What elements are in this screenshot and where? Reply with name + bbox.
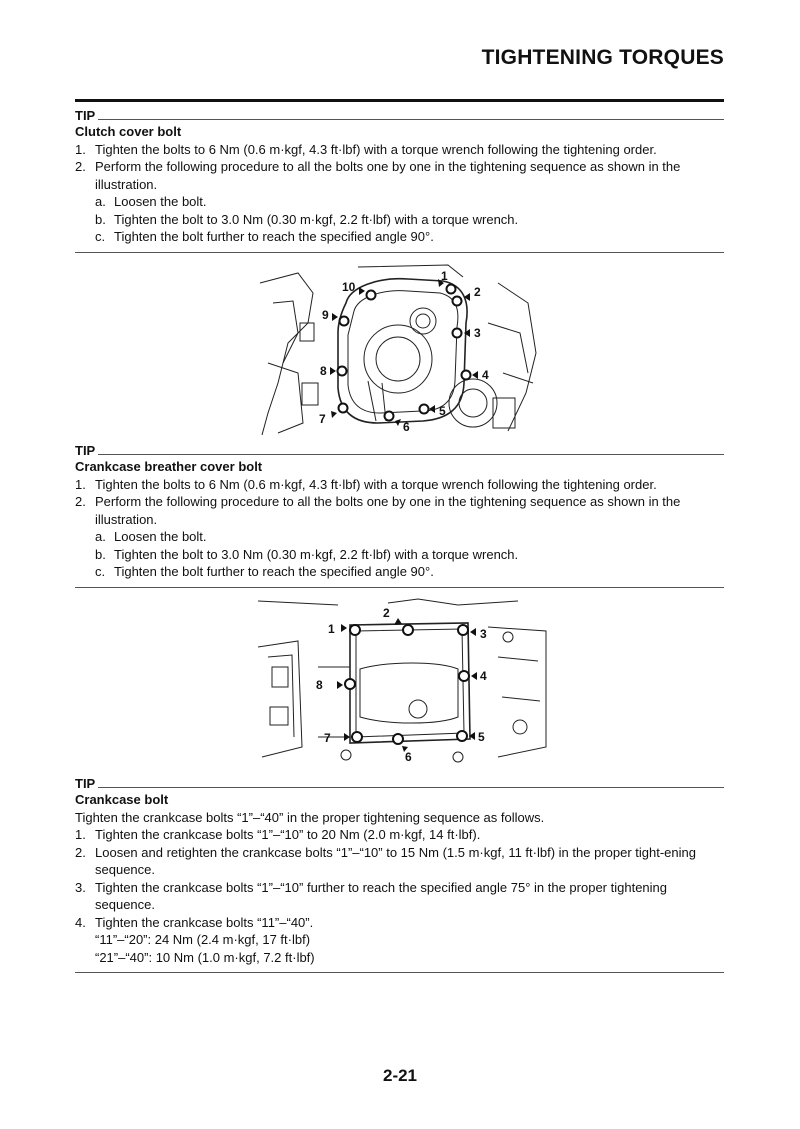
callout-10: 10 — [342, 280, 356, 294]
step-text: Tighten the crankcase bolts “11”–“40”. — [95, 914, 314, 930]
substep-text: Tighten the bolt to 3.0 Nm (0.30 m·kgf, 2.2 ft·lbf) with a torque wrench. — [114, 211, 519, 227]
tip-rule — [98, 787, 724, 788]
step-item — [75, 826, 724, 844]
tip-subtitle: Crankcase bolt — [75, 792, 169, 807]
substep-item — [75, 211, 724, 229]
substep-letter: c. — [95, 229, 106, 244]
tip-rule — [98, 119, 724, 120]
clutch-cover-illustration — [258, 263, 540, 439]
step-text: Loosen and retighten the crankcase bolts “1”–“10” to 15 Nm (1.5 m·kgf, 11 ft·lbf) in the proper tight-ening sequence. — [95, 844, 696, 877]
step-number: 1. — [75, 476, 86, 492]
step-text: Tighten the bolts to 6 Nm (0.6 m·kgf, 4.3 ft·lbf) with a torque wrench following the tightening order. — [95, 476, 657, 492]
substep-text: Tighten the bolt further to reach the specified angle 90°. — [114, 229, 434, 244]
step-number: 4. — [75, 914, 86, 930]
substep-letter: b. — [95, 211, 106, 227]
step-number: 1. — [75, 827, 86, 842]
tip-subtitle: Clutch cover bolt — [75, 124, 182, 139]
step-item — [75, 914, 724, 932]
tip-rule — [98, 454, 724, 455]
substep-letter: b. — [95, 546, 106, 562]
page-number: 2-21 — [382, 1066, 418, 1085]
substep-letter: a. — [95, 194, 106, 209]
substep-text: Loosen the bolt. — [114, 529, 207, 544]
step-item — [75, 141, 724, 159]
step-item — [75, 476, 724, 494]
callout-1: 1 — [328, 622, 335, 636]
substep-text: Tighten the bolt further to reach the specified angle 90°. — [114, 564, 434, 579]
callout-7: 7 — [324, 731, 331, 745]
breather-cover-illustration — [258, 597, 548, 767]
callout-6: 6 — [403, 420, 410, 434]
tip-label: TIP — [75, 776, 96, 791]
step-item — [75, 844, 724, 879]
callout-2: 2 — [474, 285, 481, 299]
step-item — [75, 493, 724, 528]
callout-3: 3 — [480, 627, 487, 641]
step-text: Perform the following procedure to all the bolts one by one in the tightening sequence as shown in the illustration. — [95, 494, 681, 527]
step-text: Tighten the bolts to 6 Nm (0.6 m·kgf, 4.3 ft·lbf) with a torque wrench following the tightening order. — [95, 141, 657, 157]
tip-end-rule — [75, 972, 724, 973]
torque-value-line: “11”–“20”: 24 Nm (2.4 m·kgf, 17 ft·lbf) — [95, 932, 311, 947]
tip-header — [75, 107, 724, 123]
tip-header — [75, 775, 724, 791]
step-number: 2. — [75, 159, 86, 174]
step-text: Tighten the crankcase bolts “1”–“10” further to reach the specified angle 75° in the proper tightening sequence. — [95, 879, 667, 912]
step-number: 2. — [75, 844, 86, 860]
callout-5: 5 — [439, 404, 446, 418]
substep-item — [75, 563, 724, 581]
callout-4: 4 — [482, 368, 489, 382]
callout-4: 4 — [480, 669, 487, 683]
substep-text: Tighten the bolt to 3.0 Nm (0.30 m·kgf, 2.2 ft·lbf) with a torque wrench. — [114, 546, 519, 562]
tip-crankcase-bolt — [75, 775, 724, 973]
tip-label: TIP — [75, 108, 96, 123]
callout-9: 9 — [322, 308, 329, 322]
callout-7: 7 — [319, 412, 326, 426]
step-text: Tighten the crankcase bolts “1”–“10” to 20 Nm (2.0 m·kgf, 14 ft·lbf). — [95, 827, 481, 842]
substep-item — [75, 193, 724, 211]
substep-text: Loosen the bolt. — [114, 194, 207, 209]
substep-item — [75, 546, 724, 564]
tip-label: TIP — [75, 443, 96, 458]
step-number: 3. — [75, 879, 86, 895]
torque-value-line: “21”–“40”: 10 Nm (1.0 m·kgf, 7.2 ft·lbf) — [95, 949, 315, 965]
step-text: Perform the following procedure to all the bolts one by one in the tightening sequence as shown in the illustration. — [95, 159, 681, 192]
tip-crankcase-breather — [75, 442, 724, 588]
step-item — [75, 158, 724, 193]
tip-intro: Tighten the crankcase bolts “1”–“40” in the proper tightening sequence as follows. — [75, 809, 545, 825]
substep-item — [75, 228, 724, 246]
page-title: TIGHTENING TORQUES — [481, 46, 724, 69]
tip-end-rule — [75, 587, 724, 588]
tip-end-rule — [75, 252, 724, 253]
callout-1: 1 — [441, 269, 448, 283]
callout-5: 5 — [478, 730, 485, 744]
tip-header — [75, 442, 724, 458]
callout-8: 8 — [320, 364, 327, 378]
tip-subtitle: Crankcase breather cover bolt — [75, 459, 263, 474]
callout-3: 3 — [474, 326, 481, 340]
callout-8: 8 — [316, 678, 323, 692]
header-rule — [75, 99, 724, 102]
callout-6: 6 — [405, 750, 412, 764]
substep-item — [75, 528, 724, 546]
step-item — [75, 879, 724, 914]
substep-letter: c. — [95, 564, 106, 579]
callout-2: 2 — [383, 606, 390, 620]
substep-letter: a. — [95, 529, 106, 544]
step-number: 1. — [75, 141, 86, 157]
step-number: 2. — [75, 494, 86, 509]
tip-clutch-cover — [75, 107, 724, 253]
